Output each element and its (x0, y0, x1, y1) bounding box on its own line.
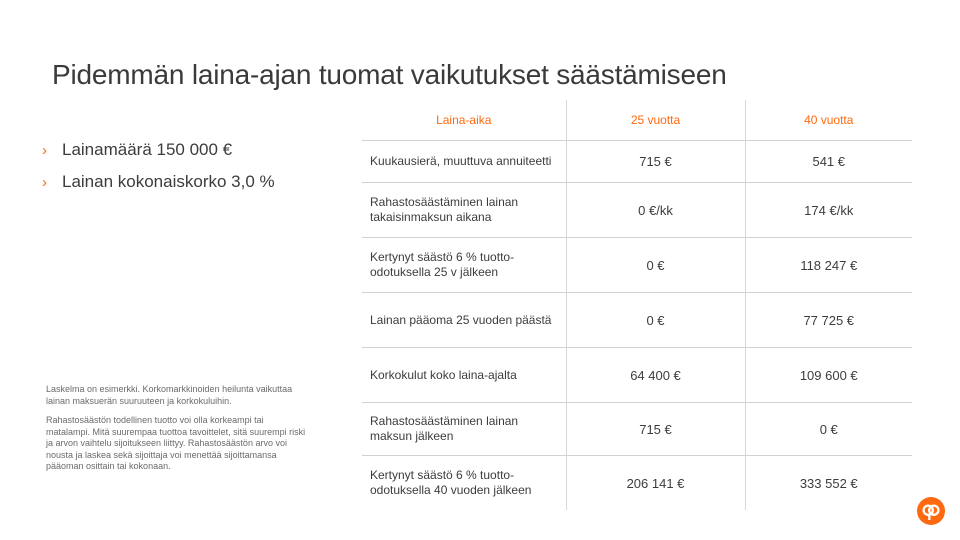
table-row (362, 348, 912, 403)
table-row (362, 403, 912, 456)
row-label: Lainan pääoma 25 vuoden päästä (362, 293, 566, 348)
comparison-table (362, 100, 912, 510)
value-25-years: 206 141 € (566, 456, 745, 511)
table-row (362, 141, 912, 183)
slide-title: Pidemmän laina-ajan tuomat vaikutukset säästämiseen (52, 58, 727, 90)
value-25-years: 0 €/kk (566, 183, 745, 238)
column-header-loan-term: Laina-aika (362, 100, 566, 141)
row-label: Rahastosäästäminen lainan takaisinmaksun aikana (362, 183, 566, 238)
value-40-years: 77 725 € (745, 293, 912, 348)
bullet-item (42, 134, 275, 166)
value-40-years: 541 € (745, 141, 912, 183)
disclaimer-paragraph: Laskelma on esimerkki. Korkomarkkinoiden heilunta vaikuttaa lainan maksuerän suuruuteen ja korkokuluihin. (46, 384, 293, 406)
column-header-40-years: 40 vuotta (804, 113, 854, 127)
table-row (362, 238, 912, 293)
bullet-list (42, 134, 275, 198)
bullet-text: Lainan kokonaiskorko 3,0 % (62, 172, 275, 191)
value-25-years: 0 € (566, 238, 745, 293)
column-header-25-years: 25 vuotta (566, 100, 745, 141)
table-row (362, 183, 912, 238)
disclaimer-paragraph: Rahastosäästön todellinen tuotto voi olla korkeampi tai matalampi. Mitä suurempaa tuottoa tavoittelet, sitä suurempi riski ja arvon vaihtelu sijoitukseen liittyy. Rahastosäästön arvo voi nousta ja laskea sekä sijoittaja voi menettää sijoittamansa pääoman osittain tai kokonaan. (46, 415, 306, 471)
table-row (362, 293, 912, 348)
row-label: Kuukausierä, muuttuva annuiteetti (362, 141, 566, 183)
value-40-years: 118 247 € (745, 238, 912, 293)
row-label: Kertynyt säästö 6 % tuotto-odotuksella 25 v jälkeen (362, 238, 566, 293)
op-logo-icon (917, 497, 945, 525)
value-25-years: 0 € (566, 293, 745, 348)
value-25-years: 64 400 € (566, 348, 745, 403)
bullet-text: Lainamäärä 150 000 € (62, 140, 233, 159)
table-header-row (362, 100, 912, 141)
disclaimer-notes (46, 384, 308, 481)
value-40-years: 174 €/kk (745, 183, 912, 238)
value-40-years: 0 € (745, 403, 912, 456)
row-label: Korkokulut koko laina-ajalta (362, 348, 566, 403)
chevron-right-icon: › (42, 141, 47, 159)
value-25-years: 715 € (566, 403, 745, 456)
value-40-years: 333 552 € (745, 456, 912, 511)
chevron-right-icon: › (42, 173, 47, 191)
value-40-years: 109 600 € (745, 348, 912, 403)
row-label: Rahastosäästäminen lainan maksun jälkeen (362, 403, 566, 456)
row-label: Kertynyt säästö 6 % tuotto-odotuksella 40 vuoden jälkeen (362, 456, 566, 511)
table-row (362, 456, 912, 511)
value-25-years: 715 € (566, 141, 745, 183)
bullet-item (42, 166, 275, 198)
